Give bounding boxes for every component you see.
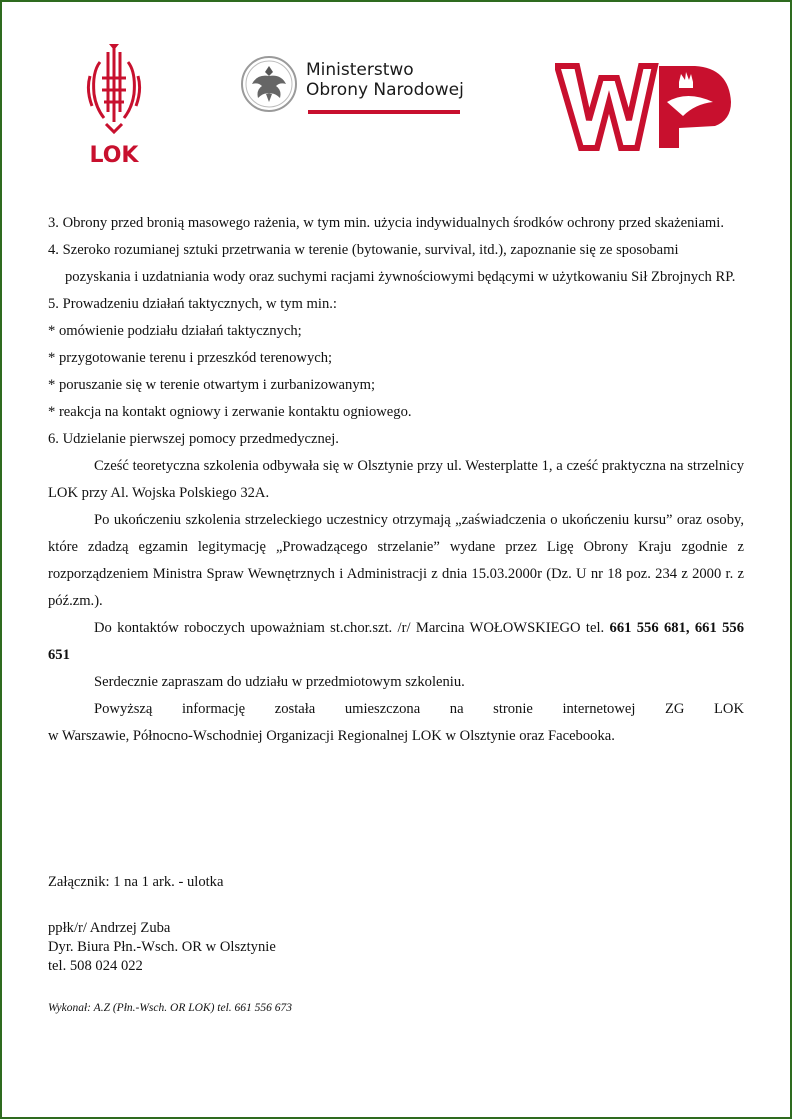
attachment-note: Załącznik: 1 na 1 ark. - ulotka [48, 874, 224, 890]
signature-block [48, 919, 276, 976]
lok-logo-text: LOK [89, 143, 139, 166]
bullet-item: * przygotowanie terenu i przeszkód terenowych; [48, 350, 333, 366]
signature-phone: tel. 508 024 022 [48, 958, 143, 974]
list-item-3: 3. Obrony przed bronią masowego rażenia, w tym min. użycia indywidualnych środków ochrony przed skażeniami. [48, 215, 724, 231]
paragraph-publication-line2: w Warszawie, Północno-Wschodniej Organizacji Regionalnej LOK w Olsztynie oraz Facebooka. [48, 728, 615, 744]
wp-logo-text-1: WOJSKO [683, 129, 723, 139]
signature-position: Dyr. Biura Płn.-Wsch. OR w Olsztynie [48, 939, 276, 955]
bullet-item: * reakcja na kontakt ogniowy i zerwanie kontaktu ogniowego. [48, 404, 412, 420]
mon-title-line1: Ministerstwo [306, 60, 414, 80]
wojsko-polskie-logo [555, 62, 735, 152]
paragraph-certificates: Po ukończeniu szkolenia strzeleckiego uczestnicy otrzymają „zaświadczenia o ukończeniu kursu” oraz osoby, które zdadzą egzamin legitymację „Prowadzącego strzelanie” wydane przez Ligę Obrony Kraju zgodnie z rozporządzeniem Ministra Spraw Wewnętrznych i Administracji z dnia 15.03.2000r (Dz. U nr 18 poz. 234 z 2000 r. z póź.zm.). [48, 512, 744, 609]
lok-logo [82, 42, 146, 166]
list-item-5: 5. Prowadzeniu działań taktycznych, w tym min.: [48, 296, 337, 312]
signature-name: ppłk/r/ Andrzej Zuba [48, 920, 171, 936]
bullet-item: * omówienie podziału działań taktycznych; [48, 323, 302, 339]
eagle-emblem-icon [240, 54, 298, 114]
paragraph-contact [48, 615, 744, 669]
wp-logo-text-2: POLSKIE [682, 139, 724, 149]
paragraph-invitation: Serdecznie zapraszam do udziału w przedmiotowym szkoleniu. [94, 674, 465, 690]
list-item-6: 6. Udzielanie pierwszej pomocy przedmedycznej. [48, 431, 339, 447]
paragraph-publication-line1: Powyższą informację została umieszczona na stronie internetowej ZG LOK [94, 701, 744, 717]
mon-red-bar [308, 110, 460, 114]
prepared-by: Wykonał: A.Z (Płn.-Wsch. OR LOK) tel. 661 556 673 [48, 1002, 293, 1014]
paragraph-location: Cześć teoretyczna szkolenia odbywała się w Olsztynie przy ul. Westerplatte 1, a cześć praktyczna na strzelnicy LOK przy Al. Wojska Polskiego 32A. [48, 458, 744, 501]
mon-logo [240, 52, 472, 122]
contact-text: Do kontaktów roboczych upoważniam st.chor.szt. /r/ Marcina WOŁOWSKIEGO tel. [94, 620, 610, 636]
mon-title-line2: Obrony Narodowej [306, 80, 464, 100]
mon-title [306, 60, 464, 100]
letter-body [48, 210, 744, 750]
list-item-4: 4. Szeroko rozumianej sztuki przetrwania w terenie (bytowanie, survival, itd.), zapoznanie się ze sposobami pozyskania i uzdatniania wody oraz suchymi racjami żywnościowymi będącymi w użytkowaniu Sił Zbrojnych RP. [48, 242, 736, 285]
bullet-item: * poruszanie się w terenie otwartym i zurbanizowanym; [48, 377, 376, 393]
contact-phones: 661 556 681, 661 556 651 [48, 620, 744, 663]
